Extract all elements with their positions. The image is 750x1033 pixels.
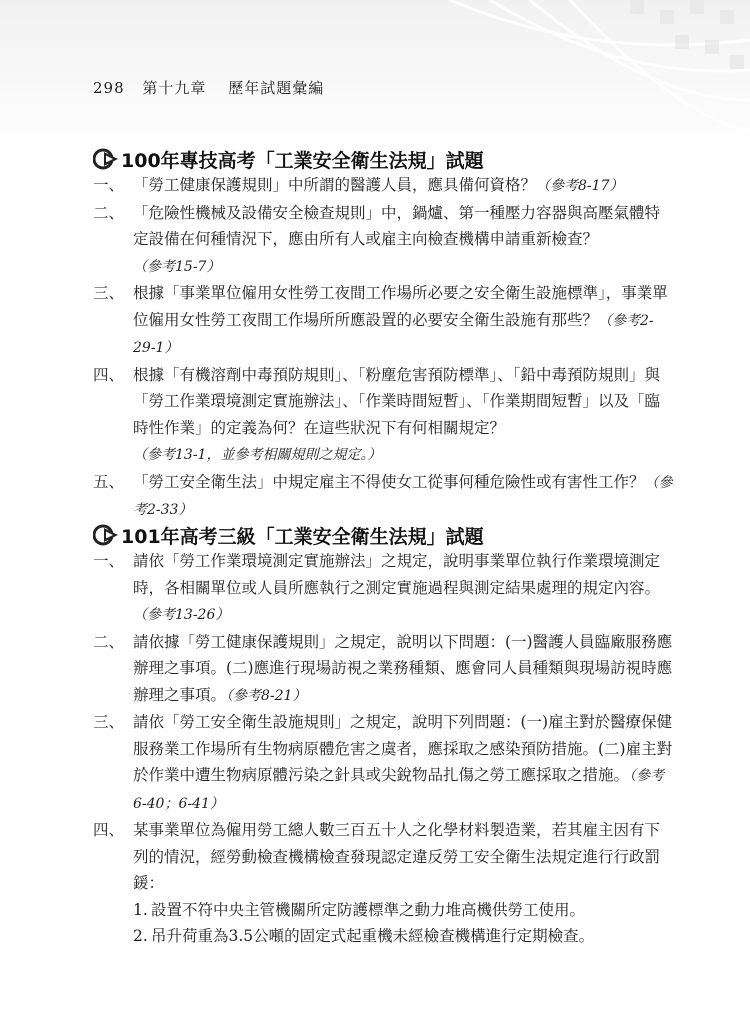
corner-pattern-decoration (330, 0, 750, 150)
arrow-circle-icon (93, 524, 119, 546)
question-item: 二、 「危險性機械及設備安全檢查規則」中，鍋爐、第一種壓力容器與高壓氣體特定設備在何種情況下，應由所有人或雇主向檢查機構申請重新檢查？ （參考15-7） (93, 203, 661, 275)
question-item: 四、 根據「有機溶劑中毒預防規則」、「粉塵危害預防標準」、「鉛中毒預防規則」與「勞工作業環境測定實施辦法」、「作業時間短暫」、「作業期間短暫」以及「臨時性作業」的定義為何？在這些狀況下有何相關規定？ （參考13-1，並參考相關規則之規定。） (93, 365, 661, 463)
section-title: 101年高考三級「工業安全衛生法規」試題 (93, 522, 673, 548)
section-title: 100年專技高考「工業安全衛生法規」試題 (93, 146, 673, 172)
reference-note: （參考2-33） (133, 474, 673, 518)
reference-note: （參考15-7） (133, 258, 221, 275)
chapter-title: 歷年試題彙編 (228, 79, 325, 97)
question-item: 五、 「勞工安全衛生法」中規定雇主不得使女工從事何種危險性或有害性工作？（參考2-33） (93, 472, 673, 518)
reference-note: （參考8-21） (226, 687, 307, 704)
reference-note: （參考6-40；6-41） (133, 768, 665, 812)
page-number: 298 (93, 79, 125, 97)
reference-note: （參考13-26） (133, 607, 230, 623)
sub-item: 1. 設置不符中央主管機關所定防護標準之動力堆高機供勞工使用。 (133, 900, 586, 919)
arrow-circle-icon (93, 148, 119, 170)
question-item: 一、 請依「勞工作業環境測定實施辦法」之規定，說明事業單位執行作業環境測定時，各相關單位或人員所應執行之測定實施過程與測定結果處理的規定內容。（參考13-26） (93, 552, 661, 623)
exam-section-101 (93, 522, 673, 950)
running-head (93, 77, 324, 98)
question-item: 一、 「勞工健康保護規則」中所謂的醫護人員，應具備何資格？（參考8-17） (93, 176, 624, 194)
question-item: 三、 根據「事業單位僱用女性勞工夜間工作場所必要之安全衛生設施標準」，事業單位僱用女性勞工夜間工作場所所應設置的必要安全衛生設施有那些？（參考2-29-1） (93, 284, 668, 356)
reference-note: （參考13-1，並參考相關規則之規定。） (133, 447, 382, 463)
header-background (0, 0, 750, 150)
reference-note: （參考2-29-1） (133, 312, 654, 356)
sub-item: 2. 吊升荷重為3.5公噸的固定式起重機未經檢查機構進行定期檢查。 (133, 927, 595, 945)
question-item: 二、 請依據「勞工健康保護規則」之規定，說明以下問題：(一)醫護人員臨廠服務應辦理之事項。(二)應進行現場訪視之業務種類、應會同人員種類與現場訪視時應辦理之事項。（參考8-21） (93, 632, 673, 704)
exam-section-100 (93, 146, 673, 524)
chapter-number: 第十九章 (142, 79, 207, 97)
reference-note: （參考8-17） (536, 178, 624, 194)
question-item: 四、 某事業單位為僱用勞工總人數三百五十人之化學材料製造業，若其雇主因有下列的情況，經勞動檢查機構檢查發現認定違反勞工安全衛生法規定進行行政罰鍰： (93, 821, 661, 892)
question-item: 三、 請依「勞工安全衛生設施規則」之規定，說明下列問題：(一)雇主對於醫療保健服務業工作場所有生物病原體危害之虞者，應採取之感染預防措施。(二)雇主對於作業中遭生物病原體污染之針具或尖銳物品扎傷之勞工應採取之措施。（參考6-40；6-41） (93, 713, 673, 812)
